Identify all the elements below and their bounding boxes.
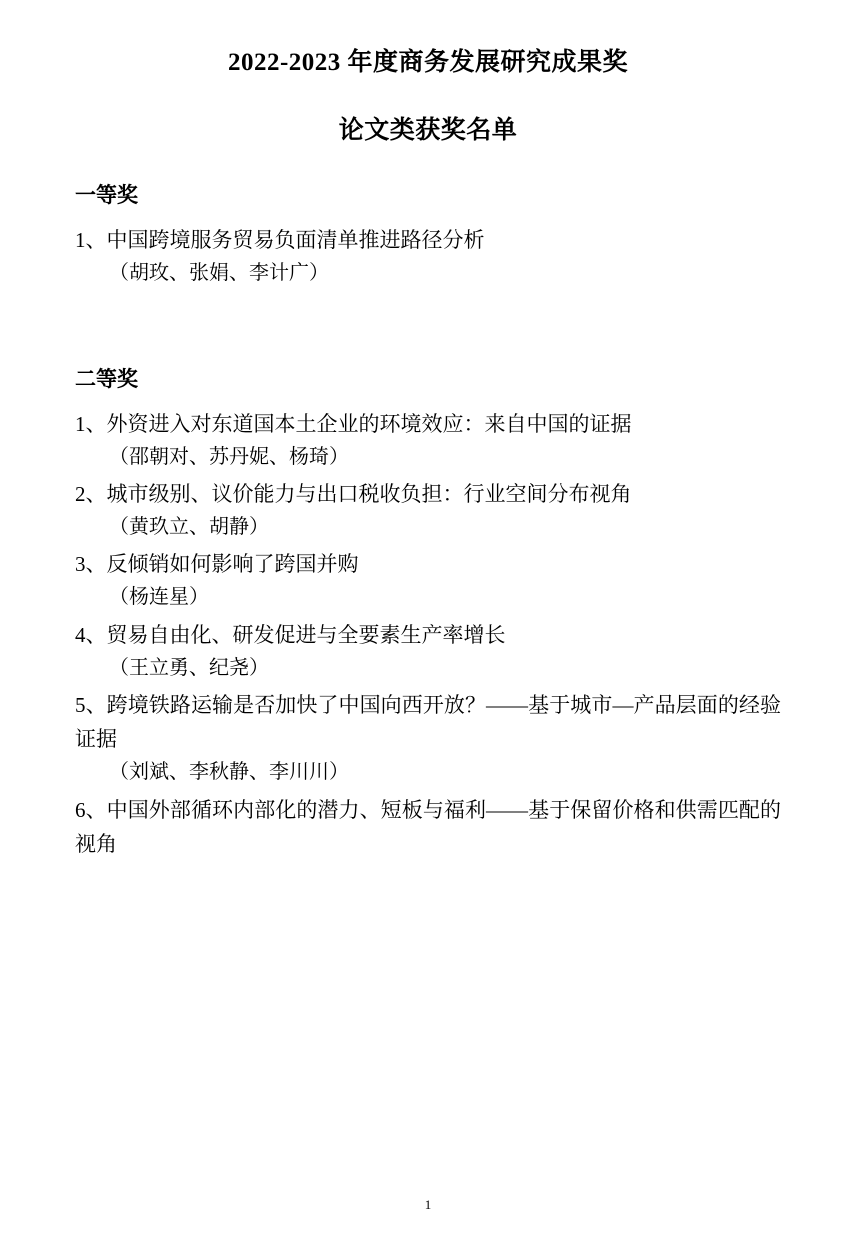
entry-authors: （胡玫、张娟、李计广） <box>109 261 329 284</box>
entry-authors: （王立勇、纪尧） <box>109 656 269 679</box>
entry-title: 2、城市级别、议价能力与出口税收负担：行业空间分布视角 <box>75 482 632 506</box>
list-item <box>75 547 781 613</box>
award-heading: 一等奖 <box>75 183 138 207</box>
list-item <box>75 688 781 788</box>
entry-authors: （黄玖立、胡静） <box>109 516 269 539</box>
entry-authors: （杨连星） <box>109 586 209 609</box>
page-number: 1 <box>424 1197 432 1212</box>
entry-title: 6、中国外部循环内部化的潜力、短板与福利——基于保留价格和供需匹配的视角 <box>75 797 781 856</box>
entry-authors: （刘斌、李秋静、李川川） <box>109 761 349 784</box>
entry-title: 4、贸易自由化、研发促进与全要素生产率增长 <box>75 622 506 647</box>
list-item <box>75 407 781 473</box>
award-heading: 二等奖 <box>75 367 138 391</box>
page-subtitle: 论文类获奖名单 <box>338 116 518 144</box>
entry-title: 1、中国跨境服务贸易负面清单推进路径分析 <box>75 227 485 252</box>
entry-authors: （邵朝对、苏丹妮、杨琦） <box>109 445 349 468</box>
section-divider <box>75 293 781 333</box>
list-item <box>75 223 781 289</box>
award-section-first-prize <box>75 179 781 289</box>
list-item <box>75 618 781 684</box>
award-section-second-prize <box>75 363 781 861</box>
list-item <box>75 793 781 861</box>
page-title: 2022-2023 年度商务发展研究成果奖 <box>227 49 629 76</box>
entry-title: 5、跨境铁路运输是否加快了中国向西开放？——基于城市—产品层面的经验证据 <box>75 693 781 752</box>
entry-title: 3、反倾销如何影响了跨国并购 <box>75 552 359 577</box>
list-item <box>75 477 781 543</box>
entry-title: 1、外资进入对东道国本土企业的环境效应：来自中国的证据 <box>75 411 632 436</box>
